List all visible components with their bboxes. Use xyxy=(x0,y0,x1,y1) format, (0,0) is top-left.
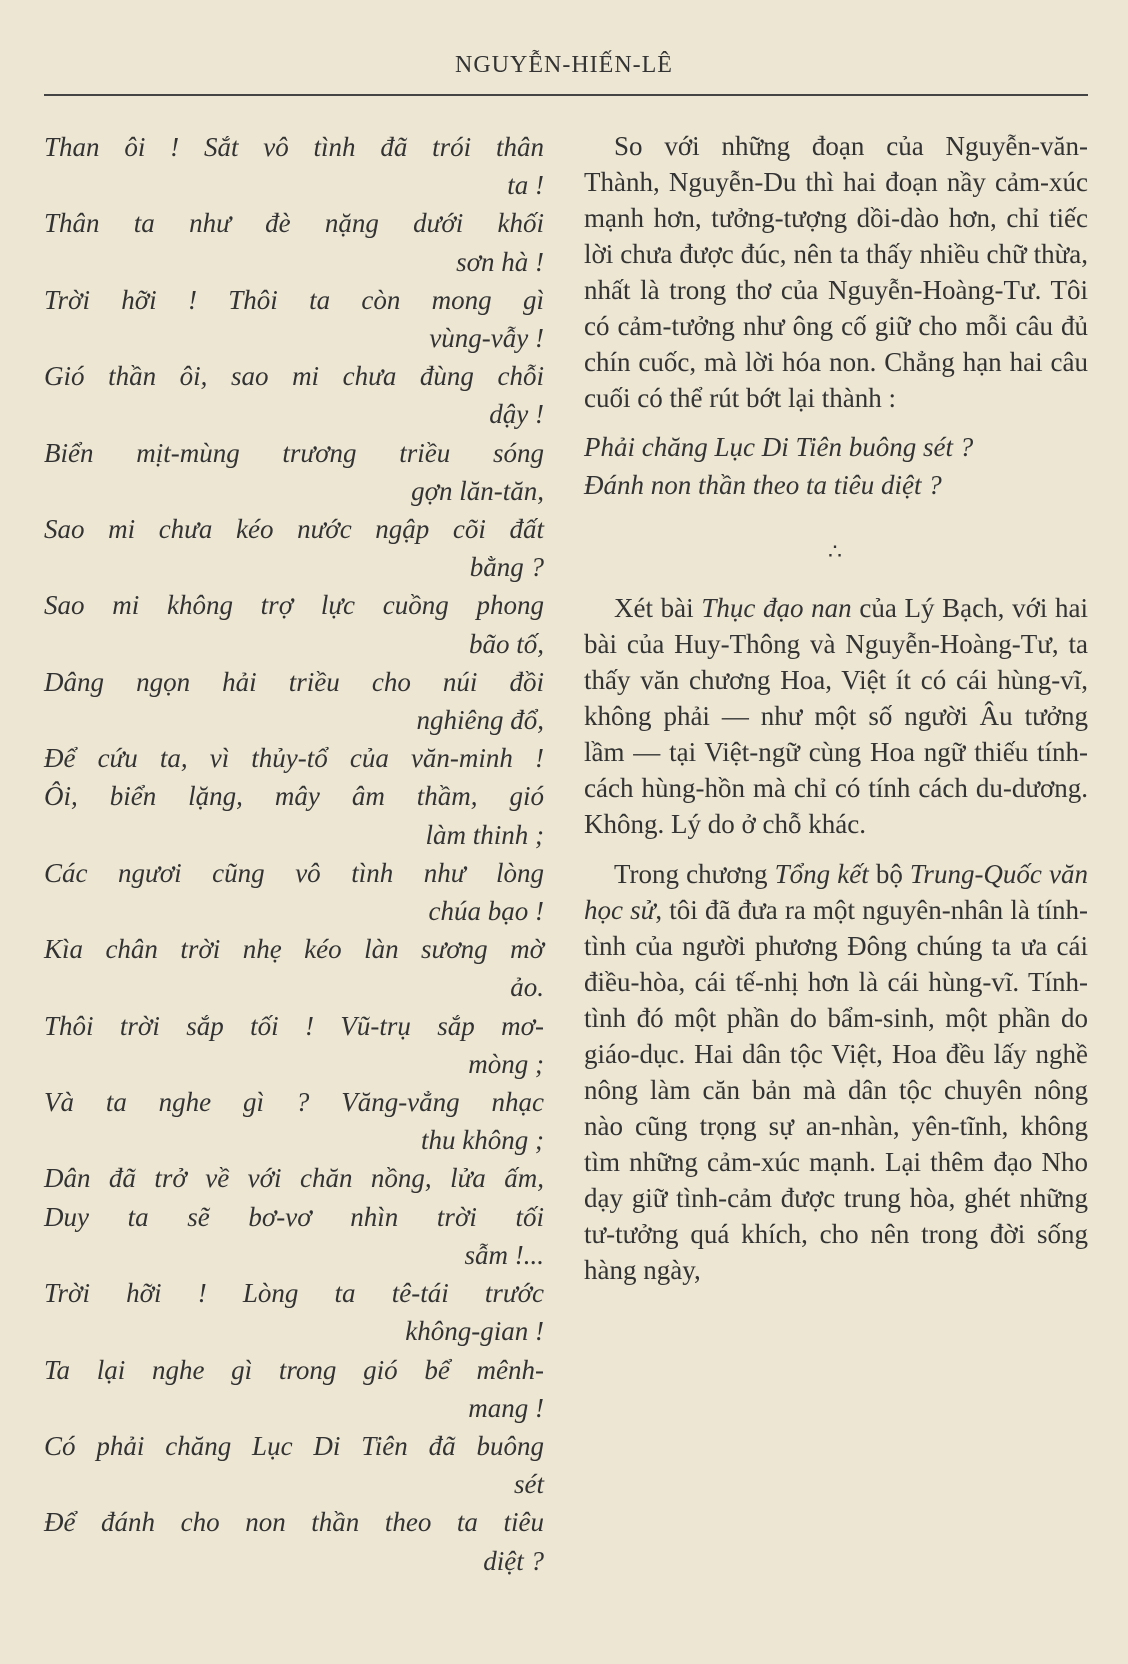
poem-line: Sao mi chưa kéo nước ngập cõi đất xyxy=(44,514,544,545)
poem-line: diệt ? xyxy=(483,1545,544,1576)
poem-line: Than ôi ! Sắt vô tình đã trói thân xyxy=(44,132,544,162)
poem-line: nghiêng đổ, xyxy=(416,705,544,736)
poem-line: Trời hỡi ! Thôi ta còn mong gì xyxy=(44,284,544,315)
quoted-verse xyxy=(584,428,1088,504)
prose-column xyxy=(584,128,1088,1288)
poem-line: Sao mi không trợ lực cuồng phong xyxy=(44,590,544,621)
paragraph-gap xyxy=(584,842,1088,856)
paragraph-3-title-1: Tổng kết xyxy=(774,859,869,889)
poem-line: chúa bạo ! xyxy=(428,896,544,927)
poem-line: gợn lăn-tăn, xyxy=(411,475,544,506)
poem-column xyxy=(44,128,544,1580)
paragraph-2 xyxy=(584,590,1088,842)
poem-line: Biển mịt-mùng trương triều sóng xyxy=(44,437,544,468)
poem-line: bão tố, xyxy=(468,628,544,659)
poem-line: Có phải chăng Lục Di Tiên đã buông xyxy=(44,1430,544,1461)
paragraph-1: So với những đoạn của Nguyễn-văn-Thành, Nguyễn-Du thì hai đoạn nầy cảm-xúc mạnh hơn, tưởng-tượng dồi-dào hơn, chỉ tiếc lời chưa được đúc, nên ta thấy nhiều chữ thừa, nhất là trong thơ của Nguyễn-Hoàng-Tư. Tôi có cảm-tưởng như ông cố giữ cho mỗi câu đủ chín cuốc, mà lời hóa non. Chẳng hạn hai câu cuối có thể rút bớt lại thành : xyxy=(584,131,1088,413)
poem-line: Dâng ngọn hải triều cho núi đồi xyxy=(44,666,544,697)
poem-line: Và ta nghe gì ? Văng-vẳng nhạc xyxy=(44,1087,544,1118)
poem-line: vùng-vẫy ! xyxy=(429,323,544,354)
paragraph-3-title-2: Trung-Quốc văn học sử xyxy=(584,859,1088,925)
poem-line: Để cứu ta, vì thủy-tổ của văn-minh ! xyxy=(44,743,544,774)
poem-line: Kìa chân trời nhẹ kéo làn sương mờ xyxy=(44,934,544,965)
quoted-line-1: Phải chăng Lục Di Tiên buông sét ? xyxy=(584,432,974,462)
paragraph-2-text-b: của Lý Bạch, với hai bài của Huy-Thông và Nguyễn-Hoàng-Tư, ta thấy văn chương Hoa, Việt ít có cái hùng-vĩ, không phải — như một số người Âu tưởng lầm — tại Việt-ngữ cùng Hoa ngữ thiếu tính-cách hùng-hồn mà chỉ có tính cách du-dương. Không. Lý do ở chỗ khác. xyxy=(584,593,1089,839)
poem-line: Gió thần ôi, sao mi chưa đùng chỗi xyxy=(44,361,544,392)
poem-line: Dân đã trở về với chăn nồng, lửa ấm, xyxy=(44,1163,544,1194)
paragraph-3 xyxy=(584,856,1088,1288)
paragraph-3-text-a: Trong chương xyxy=(614,859,775,889)
poem-line: Trời hỡi ! Lòng ta tê-tái trước xyxy=(44,1278,544,1309)
poem-line: sơn hà ! xyxy=(456,246,544,277)
poem-line: sét xyxy=(514,1469,544,1500)
poem-line: Duy ta sẽ bơ-vơ nhìn trời tối xyxy=(44,1201,544,1232)
quoted-line-2: Đánh non thần theo ta tiêu diệt ? xyxy=(584,470,942,500)
poem-line: dậy ! xyxy=(489,399,544,430)
poem-line: Các ngươi cũng vô tình như lòng xyxy=(44,857,544,888)
paragraph-2-text-a: Xét bài xyxy=(614,593,702,623)
poem-line: sẫm !... xyxy=(464,1239,544,1270)
paragraph-2-title: Thục đạo nan xyxy=(701,593,852,623)
poem-line: bằng ? xyxy=(469,552,544,583)
paragraph-3-text-b: bộ xyxy=(868,859,910,889)
poem-line: Để đánh cho non thần theo ta tiêu xyxy=(44,1507,544,1538)
header-rule xyxy=(44,94,1088,96)
poem-line: làm thinh ; xyxy=(425,819,544,850)
poem-line: mang ! xyxy=(468,1392,544,1423)
poem-line: mòng ; xyxy=(468,1048,544,1079)
poem-line: ta ! xyxy=(507,170,544,201)
paragraph-3-text-c: , tôi đã đưa ra một nguyên-nhân là tính-tình của người phương Đông chúng ta ưa cái điều-hòa, cái tế-nhị hơn là cái hùng-vĩ. Tính-tình đó một phần do bẩm-sinh, một phần do giáo-dục. Hai dân tộc Việt, Hoa đều lấy nghề nông làm căn bản mà dân tộc chuyên nông nào cũng trọng sự an-nhàn, yên-tĩnh, không tìm những cảm-xúc mạnh. Lại thêm đạo Nho dạy giữ tình-cảm được trung hòa, ghét những tư-tưởng quá khích, cho nên trong đời sống hàng ngày, xyxy=(584,895,1088,1285)
poem-line: Ta lại nghe gì trong gió bể mênh- xyxy=(44,1354,544,1385)
poem-line: ảo. xyxy=(510,972,544,1003)
poem-line: Ôi, biển lặng, mây âm thầm, gió xyxy=(44,781,544,812)
poem-line: thu không ; xyxy=(421,1125,544,1156)
section-ornament: ∴ xyxy=(828,539,844,564)
running-header: NGUYỄN-HIẾN-LÊ xyxy=(455,52,673,78)
poem-line: không-gian ! xyxy=(405,1316,544,1347)
poem-line: Thân ta như đè nặng dưới khối xyxy=(44,208,544,239)
poem-line: Thôi trời sắp tối ! Vũ-trụ sắp mơ- xyxy=(44,1010,544,1041)
